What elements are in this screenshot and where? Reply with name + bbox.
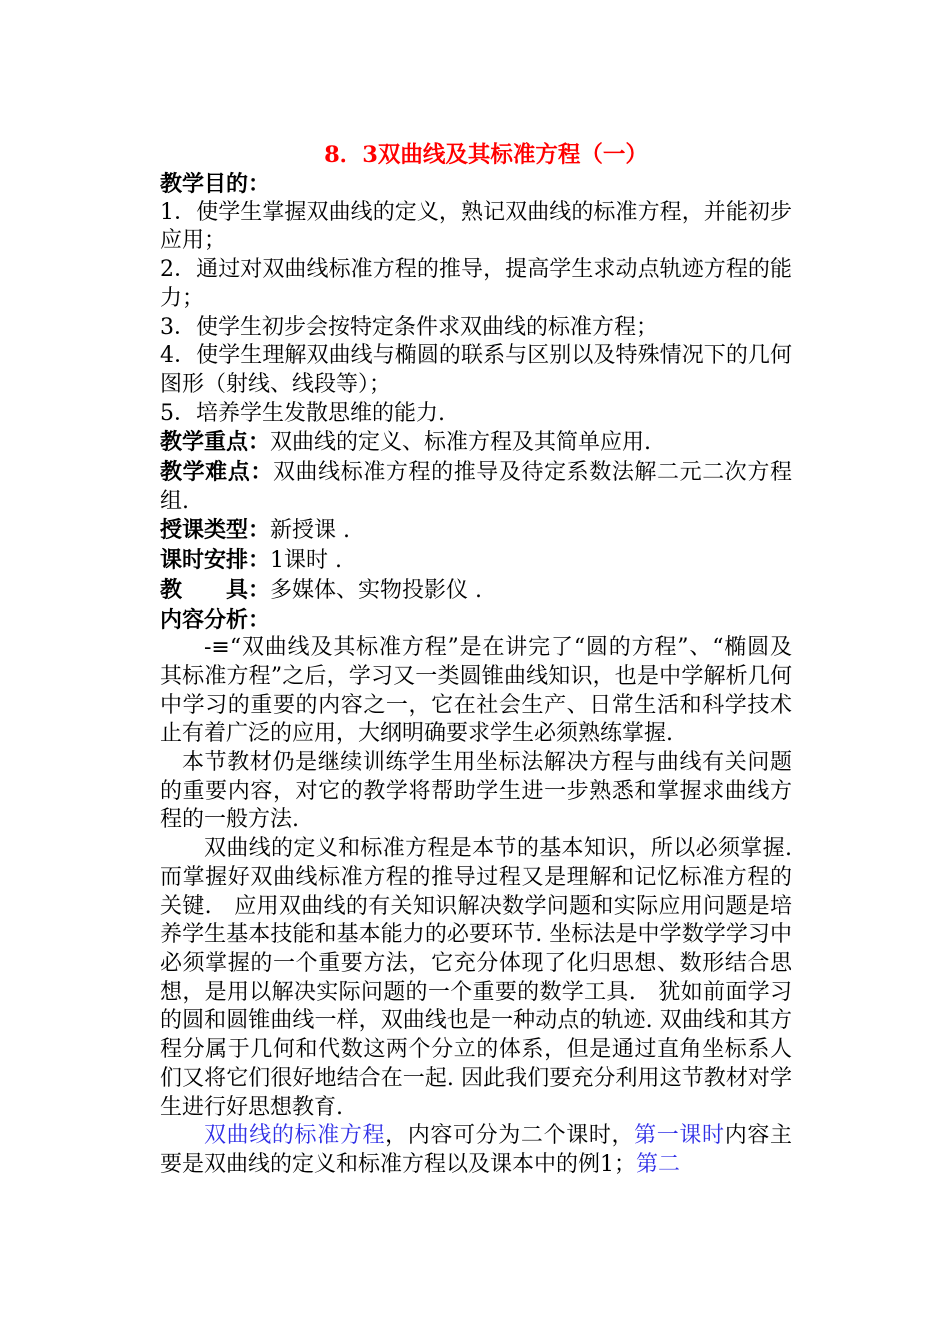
objectives-heading: 教学目的： xyxy=(160,171,271,197)
first-lesson-link[interactable]: 第一课时 xyxy=(634,1123,725,1149)
standard-equation-link[interactable]: 双曲线的标准方程 xyxy=(204,1123,386,1149)
analysis-paragraph-4 xyxy=(160,1122,792,1179)
analysis-paragraph-3: 双曲线的定义和标准方程是本节的基本知识，所以必须掌握. 而掌握好双曲线标准方程的推导过程又是理解和记忆标准方程的关键. 应用双曲线的有关知识解决数学问题和实际应用问题是培养学生基本技能和基本能力的必要环节. 坐标法是中学数学学习中必须掌握的一个重要方法，它充分体现了化归思想、数形结合思想，是用以解决实际问题的一个重要的数学工具. 犹如前面学习的圆和圆锥曲线一样，双曲线也是一种动点的轨迹. 双曲线和其方程分属于几何和代数这两个分立的体系，但是通过直角坐标系人们又将它们很好地结合在一起. 因此我们要充分利用这节教材对学生进行好思想教育. xyxy=(160,836,792,1120)
analysis-paragraph-1: -≡“双曲线及其标准方程”是在讲完了“圆的方程”、“椭圆及其标准方程”之后，学习又一类圆锥曲线知识，也是中学解析几何中学习的重要的内容之一，它在社会生产、日常生活和科学技术止有着广泛的应用，大纲明确要求学生必须熟练掌握. xyxy=(160,635,792,747)
lesson-type-label: 授课类型： xyxy=(160,517,271,544)
objective-item: 1．使学生掌握双曲线的定义，熟记双曲线的标准方程，并能初步应用； xyxy=(160,199,792,254)
page-title: 8．3双曲线及其标准方程（一） xyxy=(324,142,648,168)
schedule xyxy=(160,546,792,576)
key-points xyxy=(160,428,792,458)
paragraph-4-text-1: ，内容可分为二个课时， xyxy=(385,1123,635,1149)
lesson-type xyxy=(160,516,792,546)
difficult-points-text: 双曲线标准方程的推导及待定系数法解二元二次方程组. xyxy=(160,460,792,514)
difficult-points xyxy=(160,458,792,516)
tools-label: 教 具： xyxy=(160,576,271,603)
document-page xyxy=(160,140,792,1180)
objective-item: 3．使学生初步会按特定条件求双曲线的标准方程； xyxy=(160,314,658,340)
objective-item: 5．培养学生发散思维的能力. xyxy=(160,400,445,426)
objective-item: 4．使学生理解双曲线与椭圆的联系与区别以及特殊情况下的几何图形（射线、线段等）； xyxy=(160,343,792,397)
analysis-heading: 内容分析： xyxy=(160,606,271,633)
schedule-label: 课时安排： xyxy=(160,547,271,574)
paragraph-4-text-2: 内容主要是双曲线的定义和标准方程以及课本中的例1； xyxy=(160,1123,792,1177)
second-lesson-link[interactable]: 第二 xyxy=(636,1151,681,1177)
tools xyxy=(160,576,792,606)
analysis-paragraph-2: 本节教材仍是继续训练学生用坐标法解决方程与曲线有关问题的重要内容，对它的教学将帮助学生进一步熟悉和掌握求曲线方程的一般方法. xyxy=(160,750,792,833)
objective-item: 2．通过对双曲线标准方程的推导，提高学生求动点轨迹方程的能力； xyxy=(160,257,792,311)
key-points-label: 教学重点： xyxy=(160,429,271,456)
tools-text: 多媒体、实物投影仪 . xyxy=(270,577,483,603)
lesson-type-text: 新授课 . xyxy=(270,518,351,544)
schedule-text: 1课时 . xyxy=(270,548,342,574)
key-points-text: 双曲线的定义、标准方程及其简单应用. xyxy=(270,430,652,456)
difficult-points-label: 教学难点： xyxy=(160,459,273,486)
